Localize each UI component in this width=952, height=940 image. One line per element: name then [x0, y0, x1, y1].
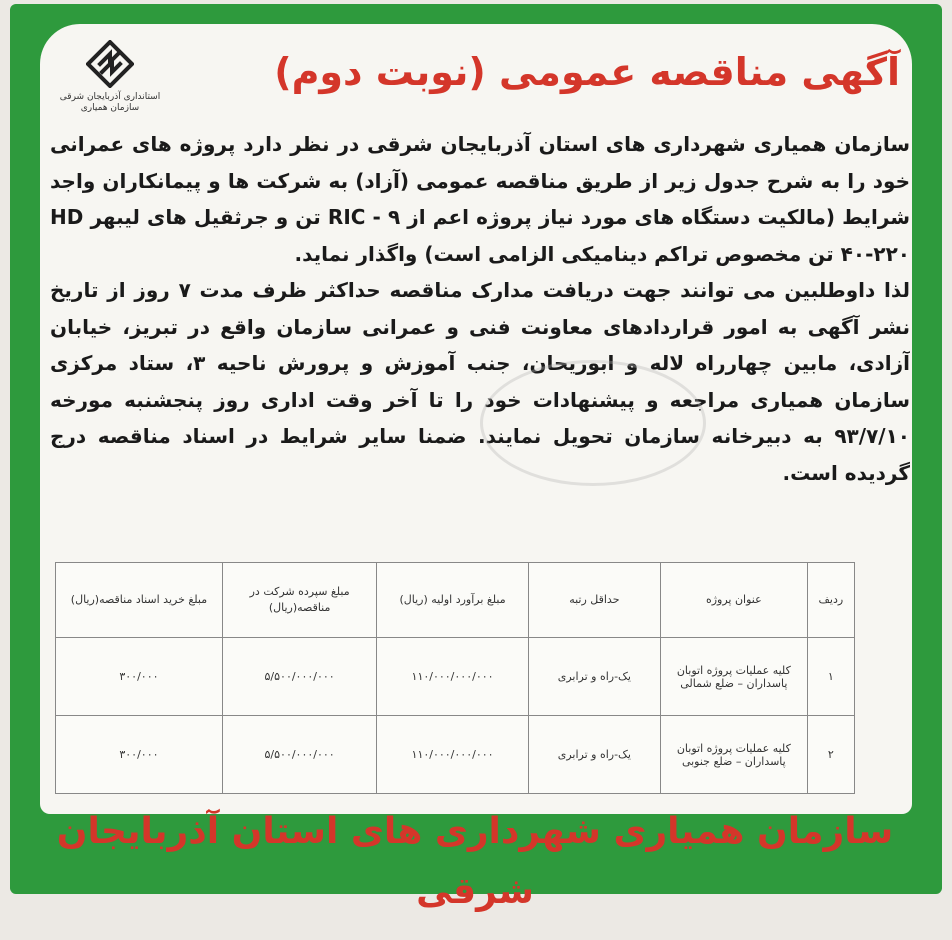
footer-organization-name: سازمان همیاری شهرداری های استان آذربایجان شرقی: [56, 811, 894, 912]
header-min-grade: حداقل رتبه: [528, 563, 660, 638]
announcement-text: [50, 126, 910, 556]
cell-row-number: ۲: [807, 716, 854, 794]
table-header-row: [56, 563, 855, 638]
projects-table: [55, 562, 855, 794]
logo-org-line2: سازمان همیاری: [80, 103, 140, 113]
table-row: [56, 638, 855, 716]
logo-caption: [40, 92, 180, 114]
cell-document-fee: ۳۰۰/۰۰۰: [56, 638, 223, 716]
logo-org-line1: استانداری آذربایجان شرقی: [59, 92, 161, 102]
cell-estimate: ۱۱۰/۰۰۰/۰۰۰/۰۰۰: [377, 716, 528, 794]
header-project-title: عنوان پروژه: [660, 563, 807, 638]
header-estimate: مبلغ برآورد اولیه (ریال): [377, 563, 528, 638]
organization-logo: [40, 40, 180, 130]
cell-row-number: ۱: [807, 638, 854, 716]
cell-project-title: کلیه عملیات پروژه اتوبان پاسداران – ضلع جنوبی: [660, 716, 807, 794]
paragraph-1: سازمان همیاری شهرداری های استان آذربایجان شرقی در نظر دارد پروژه های عمرانی خود را به شرح جدول زیر از طریق مناقصه عمومی (آزاد) به شرکت ها و پیمانکاران واجد شرایط (مالکیت دستگاه های مورد نیاز پروژه اعم از RIC - ۹ تن و جرثقیل های لیبهر HD ۴۰-۲۲۰ تن مخصوص تراکم دینامیکی الزامی است) واگذار نماید.: [50, 132, 910, 266]
cell-deposit: ۵/۵۰۰/۰۰۰/۰۰۰: [222, 716, 376, 794]
header-row-number: ردیف: [807, 563, 854, 638]
organization-emblem-icon: [86, 40, 134, 88]
page-title: آگهی مناقصه عمومی (نوبت دوم): [274, 50, 900, 94]
cell-min-grade: یک-راه و ترابری: [528, 638, 660, 716]
cell-document-fee: ۳۰۰/۰۰۰: [56, 716, 223, 794]
header-deposit: مبلغ سپرده شرکت در مناقصه(ریال): [222, 563, 376, 638]
cell-deposit: ۵/۵۰۰/۰۰۰/۰۰۰: [222, 638, 376, 716]
paragraph-2: لذا داوطلبین می توانند جهت دریافت مدارک مناقصه حداکثر ظرف مدت ۷ روز از تاریخ نشر آگهی به امور قراردادهای معاونت فنی و عمرانی سازمان واقع در تبریز، خیابان آزادی، مابین چهارراه لاله و ابوریحان، جنب آموزش و پرورش ناحیه ۳، ستاد مرکزی سازمان همیاری مراجعه و پیشنهادات خود را تا آخر وقت اداری روز پنجشنبه مورخه ۹۳/۷/۱۰ به دبیرخانه سازمان تحویل نمایند. ضمنا سایر شرایط در اسناد مناقصه درج گردیده است.: [50, 278, 910, 485]
header-document-fee: مبلغ خرید اسناد مناقصه(ریال): [56, 563, 223, 638]
cell-estimate: ۱۱۰/۰۰۰/۰۰۰/۰۰۰: [377, 638, 528, 716]
cell-min-grade: یک-راه و ترابری: [528, 716, 660, 794]
cell-project-title: کلیه عملیات پروژه اتوبان پاسداران – ضلع شمالی: [660, 638, 807, 716]
table-row: [56, 716, 855, 794]
